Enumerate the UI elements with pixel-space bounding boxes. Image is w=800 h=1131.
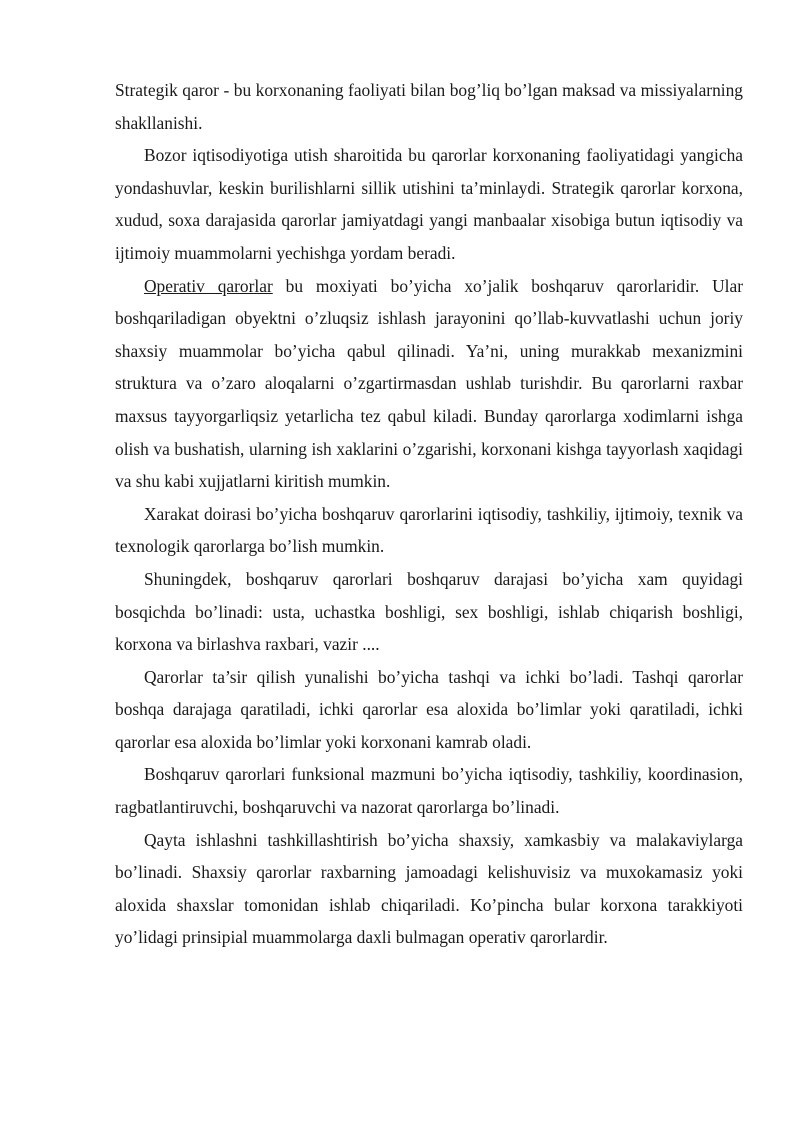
paragraph-processing-organization: Qayta ishlashni tashkillashtirish bo’yicha shaxsiy, xamkasbiy va malakaviylarga bo’linadi. Shaxsiy qarorlar raxbarning jamoadagi kelishuvisiz va muxokamasiz yoki aloxida shaxslar tomonidan ishlab chiqariladi. Ko’pincha bular korxona tarakkiyoti yo’lidagi prinsipial muammolarga daxli bulmagan operativ qarorlardir. [115, 829, 743, 948]
operative-decisions-term: Operativ qarorlar [144, 275, 273, 296]
paragraph-management-levels: Shuningdek, boshqaruv qarorlari boshqaruv darajasi bo’yicha xam quyidagi bosqichda bo’linadi: usta, uchastka boshligi, sex boshligi, ishlab chiqarish boshligi, korxona va birlashva raxbari, vazir .... [115, 568, 743, 655]
paragraph-strategic-decision: Strategik qaror - bu korxonaning faoliyati bilan bog’liq bo’lgan maksad va missiyalarning shakllanishi. [115, 80, 743, 133]
paragraph-influence-direction: Qarorlar ta’sir qilish yunalishi bo’yicha tashqi va ichki bo’ladi. Tashqi qarorlar boshqa darajaga qaratiladi, ichki qarorlar esa aloxida bo’limlar yoki qaratiladi, ichki qarorlar esa aloxida bo’limlar yoki korxonani kamrab oladi. [115, 666, 743, 752]
paragraph-operative-decisions [115, 270, 743, 498]
document-page [115, 74, 743, 954]
paragraph-scope-of-action: Xarakat doirasi bo’yicha boshqaruv qarorlarini iqtisodiy, tashkiliy, ijtimoiy, texnik va texnologik qarorlarga bo’lish mumkin. [115, 503, 743, 557]
operative-decisions-text: bu moxiyati bo’yicha xo’jalik boshqaruv qarorlaridir. Ular boshqariladigan obyektni o’zluqsiz ishlash jarayonini qo’llab-kuvvatlashi uchun joriy shaxsiy muammolar bo’yicha qabul qilinadi. Ya’ni, uning murakkab mexanizmini struktura va o’zaro aloqalarni o’zgartirmasdan ushlab turishdir. Bu qarorlarni raxbar maxsus tayyorgarliqsiz yetarlicha tez qabul kiladi. Bunday qarorlarga xodimlarni ishga olish va bushatish, ularning ish xaklarini o’zgarishi, korxonani kishga tayyorlash xaqidagi va shu kabi xujjatlarni kiritish mumkin. [115, 275, 743, 492]
paragraph-market-economy: Bozor iqtisodiyotiga utish sharoitida bu qarorlar korxonaning faoliyatidagi yangicha yondashuvlar, keskin burilishlarni sillik utishini ta’minlaydi. Strategik qarorlar korxona, xudud, soxa darajasida qarorlar jamiyatdagi yangi manbaalar xisobiga butun iqtisodiy va ijtimoiy muammolarni yechishga yordam beradi. [115, 145, 743, 263]
paragraph-functional-content: Boshqaruv qarorlari funksional mazmuni bo’yicha iqtisodiy, tashkiliy, koordinasion, ragbatlantiruvchi, boshqaruvchi va nazorat qarorlarga bo’linadi. [115, 764, 743, 818]
